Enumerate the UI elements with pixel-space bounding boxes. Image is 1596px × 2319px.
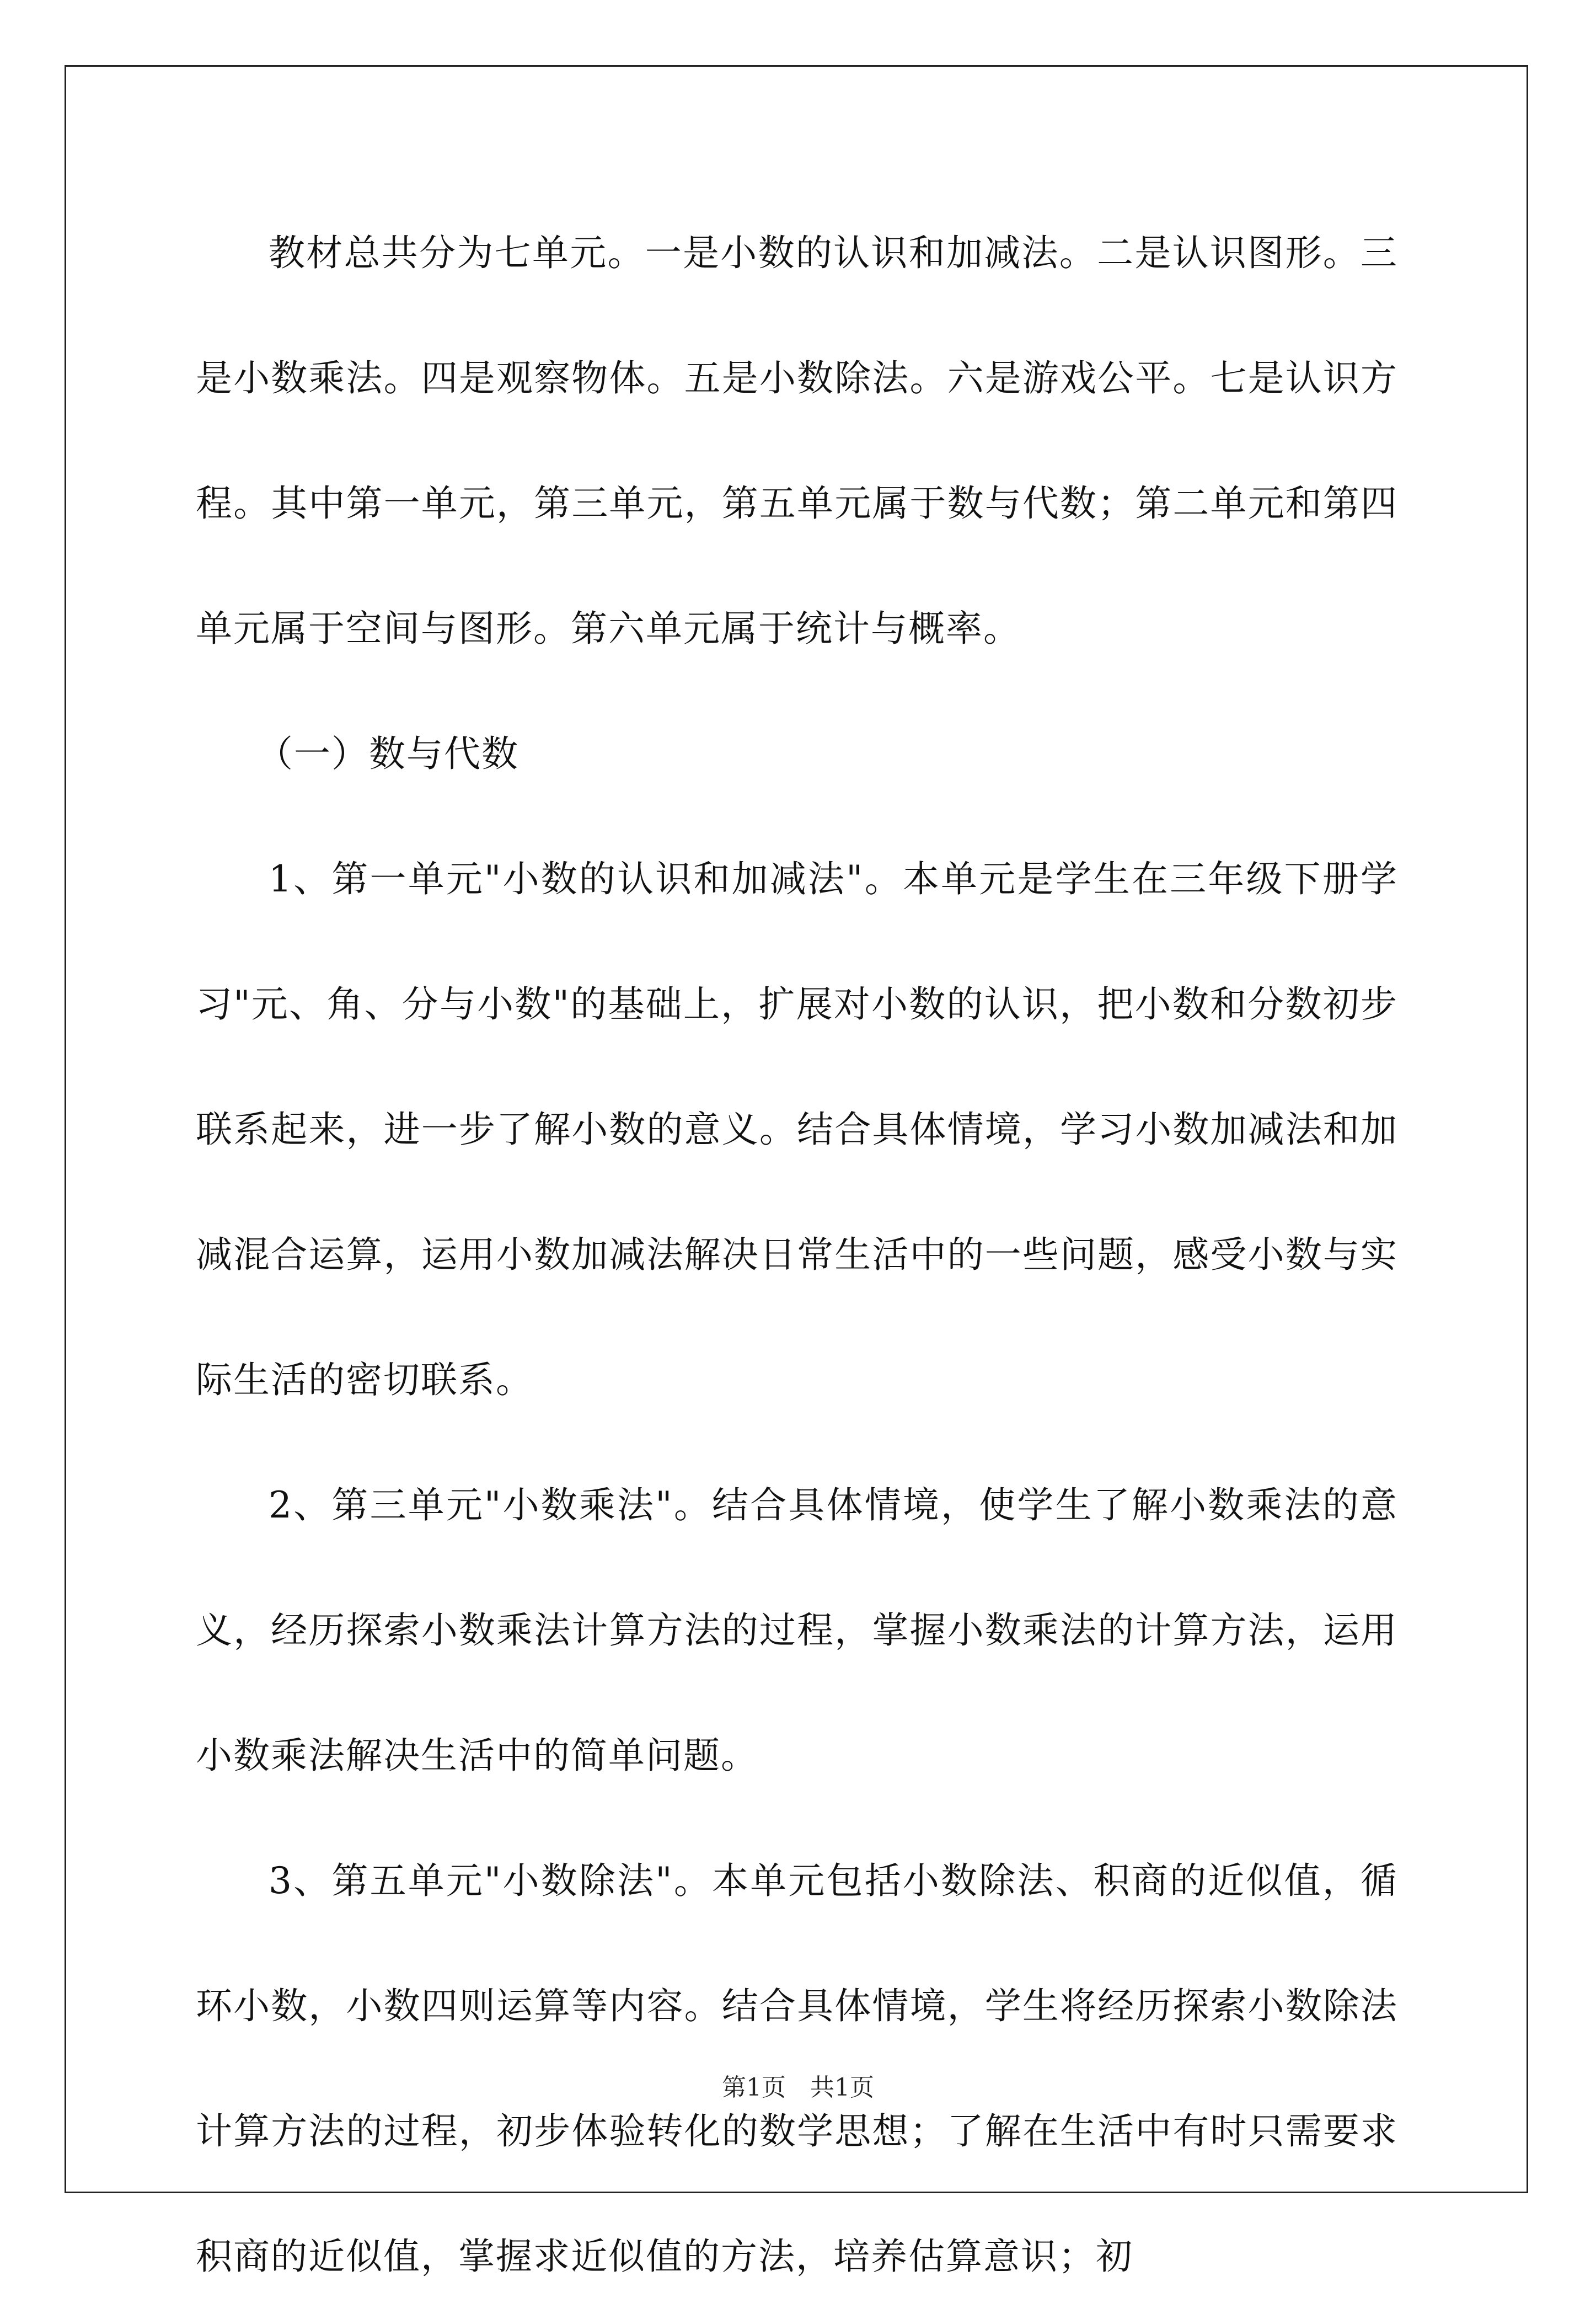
page-footer: 第1页 共1页 bbox=[722, 2074, 874, 2102]
paragraph-unit-1: 1、第一单元"小数的认识和加减法"。本单元是学生在三年级下册学习"元、角、分与小数"的基础上，扩展对小数的认识，把小数和分数初步联系起来，进一步了解小数的意义。结合具体情境，学习小数加减法和加减混合运算，运用小数加减法解决日常生活中的一些问题，感受小数与实际生活的密切联系。 bbox=[196, 858, 1398, 1401]
document-body bbox=[196, 190, 1398, 2319]
paragraph-unit-3: 2、第三单元"小数乘法"。结合具体情境，使学生了解小数乘法的意义，经历探索小数乘法计算方法的过程，掌握小数乘法的计算方法，运用小数乘法解决生活中的简单问题。 bbox=[196, 1484, 1398, 1777]
paragraph-intro: 教材总共分为七单元。一是小数的认识和加减法。二是认识图形。三是小数乘法。四是观察物体。五是小数除法。六是游戏公平。七是认识方程。其中第一单元，第三单元，第五单元属于数与代数；第二单元和第四单元属于空间与图形。第六单元属于统计与概率。 bbox=[196, 232, 1398, 650]
section-heading: （一）数与代数 bbox=[256, 733, 519, 775]
paragraph-unit-5: 3、第五单元"小数除法"。本单元包括小数除法、积商的近似值，循环小数，小数四则运算等内容。结合具体情境，学生将经历探索小数除法计算方法的过程，初步体验转化的数学思想；了解在生活中有时只需要求积商的近似值，掌握求近似值的方法，培养估算意识；初 bbox=[196, 1860, 1398, 2278]
